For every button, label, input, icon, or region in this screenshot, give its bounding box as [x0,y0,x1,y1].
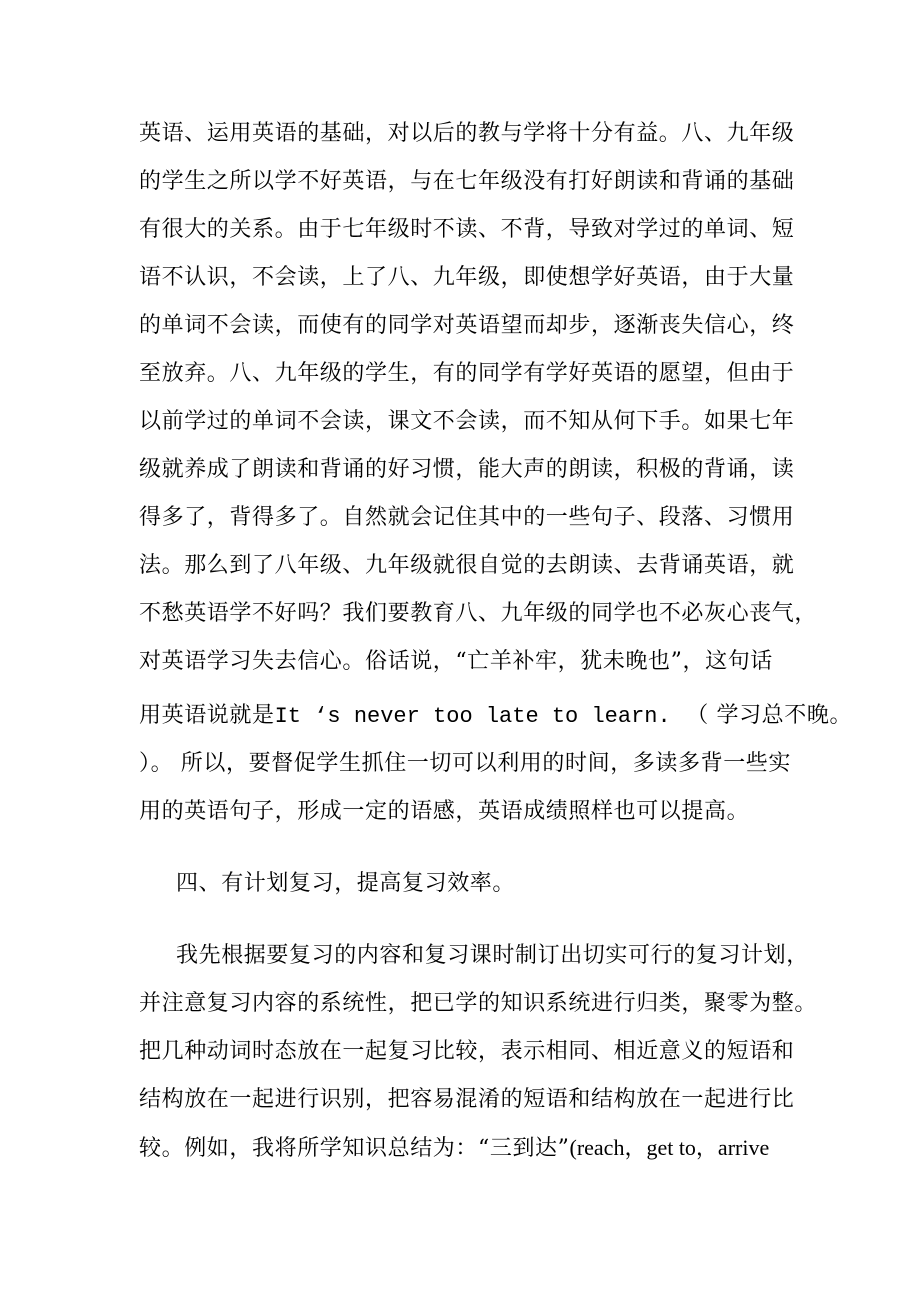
paragraph-line: 并注意复习内容的系统性，把已学的知识系统进行归类，聚零为整。 [139,991,818,1016]
section-heading: 四、有计划复习，提高复习效率。 [176,871,516,896]
line-suffix: （ 学习总不晚。 [686,703,853,728]
paragraph-line: 用的英语句子，形成一定的语感，英语成绩照样也可以提高。 [139,799,750,824]
paragraph-line: 级就养成了朗读和背诵的好习惯，能大声的朗读，积极的背诵，读 [139,457,795,482]
paragraph-line: 有很大的关系。由于七年级时不读、不背，导致对学过的单词、短 [139,217,795,242]
paragraph-line-mixed [139,1133,769,1164]
line-prefix: 用英语说就是 [139,703,275,728]
paragraph-line: 得多了，背得多了。自然就会记住其中的一些句子、段落、习惯用 [139,505,795,530]
paragraph-line: 的单词不会读，而使有的同学对英语望而却步，逐渐丧失信心，终 [139,313,795,338]
english-sentence: It ‘s never too late to learn. [274,704,671,729]
line-prefix: 较。例如，我将所学知识总结为：“三到达” [139,1136,570,1161]
paragraph-line: 我先根据要复习的内容和复习课时制订出切实可行的复习计划， [176,943,809,968]
paragraph-line: 至放弃。八、九年级的学生，有的同学有学好英语的愿望，但由于 [139,361,795,386]
paragraph-line: 不愁英语学不好吗？我们要教育八、九年级的同学也不必灰心丧气， [139,601,818,626]
paragraph-line: 以前学过的单词不会读，课文不会读，而不知从何下手。如果七年 [139,409,795,434]
paragraph-line: 对英语学习失去信心。俗话说，“亡羊补牢，犹未晚也”，这句话 [139,649,773,674]
paragraph-line: 法。那么到了八年级、九年级就很自觉的去朗读、去背诵英语，就 [139,553,795,578]
paragraph-line: 英语、运用英语的基础，对以后的教与学将十分有益。八、九年级 [139,121,795,146]
paragraph-line: 结构放在一起进行识别，把容易混淆的短语和结构放在一起进行比 [139,1087,795,1112]
paragraph-line: ）。 所以，要督促学生抓住一切可以利用的时间，多读多背一些实 [139,751,791,776]
paragraph-line: 把几种动词时态放在一起复习比较，表示相同、相近意义的短语和 [139,1039,795,1064]
paragraph-line: 的学生之所以学不好英语，与在七年级没有打好朗读和背诵的基础 [139,169,795,194]
paragraph-line-english [139,701,852,732]
english-verbs: (reach，get to，arrive [569,1135,770,1160]
paragraph-line: 语不认识，不会读，上了八、九年级，即使想学好英语，由于大量 [139,265,795,290]
